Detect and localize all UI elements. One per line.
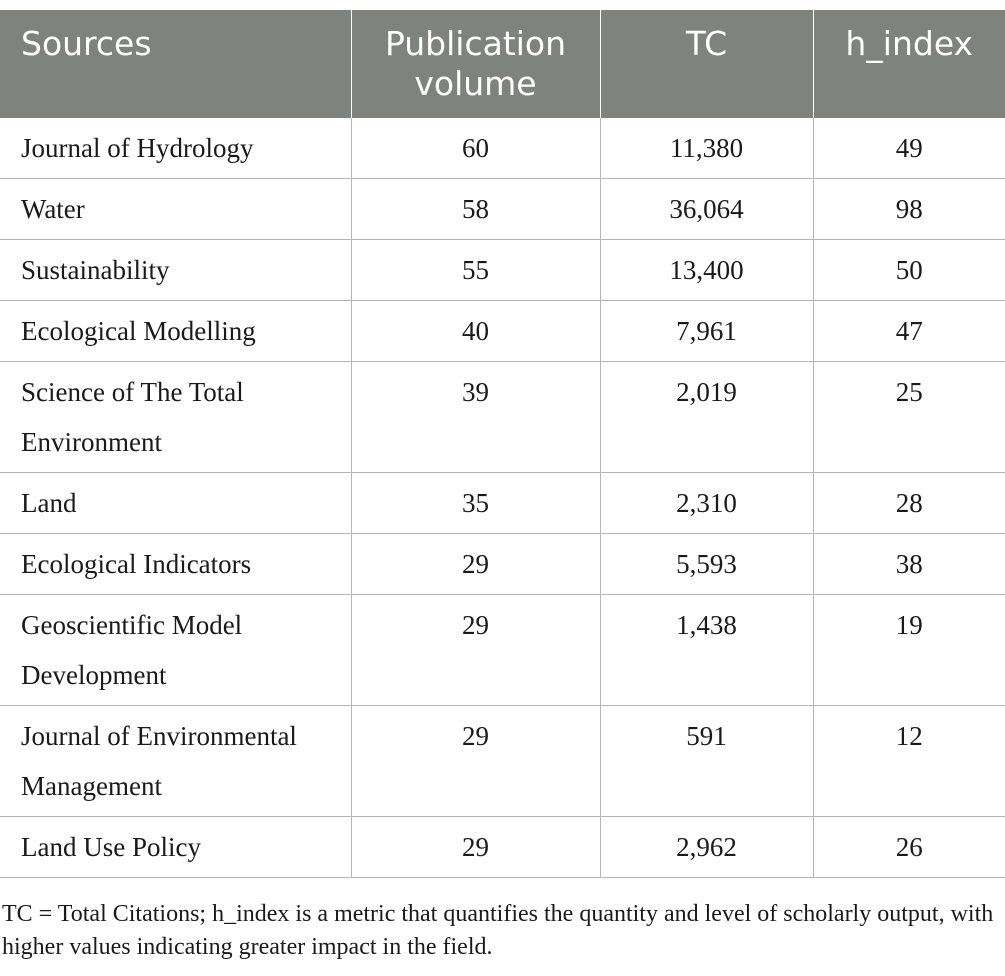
publication-volume-cell: 29 <box>351 817 600 878</box>
source-cell: Geoscientific Model Development <box>0 595 351 706</box>
header-row <box>0 10 1005 118</box>
publication-volume-cell: 29 <box>351 534 600 595</box>
source-cell: Land Use Policy <box>0 817 351 878</box>
header-sources: Sources <box>0 10 351 118</box>
publication-volume-cell: 29 <box>351 595 600 706</box>
table-row <box>0 118 1005 179</box>
h-index-cell: 28 <box>813 473 1005 534</box>
table-row <box>0 817 1005 878</box>
header-tc: TC <box>600 10 813 118</box>
table-row <box>0 301 1005 362</box>
tc-cell: 11,380 <box>600 118 813 179</box>
tc-cell: 2,019 <box>600 362 813 473</box>
table-row <box>0 595 1005 706</box>
tc-cell: 7,961 <box>600 301 813 362</box>
tc-cell: 5,593 <box>600 534 813 595</box>
publication-volume-cell: 55 <box>351 240 600 301</box>
h-index-cell: 38 <box>813 534 1005 595</box>
h-index-cell: 47 <box>813 301 1005 362</box>
header-h-index: h_index <box>813 10 1005 118</box>
source-cell: Water <box>0 179 351 240</box>
tc-cell: 2,310 <box>600 473 813 534</box>
tc-cell: 13,400 <box>600 240 813 301</box>
table-row <box>0 179 1005 240</box>
publication-volume-cell: 29 <box>351 706 600 817</box>
publication-volume-cell: 39 <box>351 362 600 473</box>
tc-cell: 2,962 <box>600 817 813 878</box>
sources-table <box>0 10 1005 878</box>
table-row <box>0 473 1005 534</box>
source-cell: Sustainability <box>0 240 351 301</box>
h-index-cell: 50 <box>813 240 1005 301</box>
tc-cell: 36,064 <box>600 179 813 240</box>
source-cell: Ecological Indicators <box>0 534 351 595</box>
h-index-cell: 98 <box>813 179 1005 240</box>
table-row <box>0 534 1005 595</box>
source-cell: Land <box>0 473 351 534</box>
source-cell: Science of The Total Environment <box>0 362 351 473</box>
h-index-cell: 25 <box>813 362 1005 473</box>
publication-volume-cell: 60 <box>351 118 600 179</box>
table-body <box>0 118 1005 878</box>
publication-volume-cell: 58 <box>351 179 600 240</box>
table-row <box>0 240 1005 301</box>
h-index-cell: 26 <box>813 817 1005 878</box>
tc-cell: 591 <box>600 706 813 817</box>
source-cell: Ecological Modelling <box>0 301 351 362</box>
publication-volume-cell: 35 <box>351 473 600 534</box>
tc-cell: 1,438 <box>600 595 813 706</box>
header-publication-volume: Publication volume <box>351 10 600 118</box>
source-cell: Journal of Environmental Management <box>0 706 351 817</box>
source-cell: Journal of Hydrology <box>0 118 351 179</box>
table-header <box>0 10 1005 118</box>
publication-volume-cell: 40 <box>351 301 600 362</box>
h-index-cell: 19 <box>813 595 1005 706</box>
table-row <box>0 706 1005 817</box>
h-index-cell: 12 <box>813 706 1005 817</box>
h-index-cell: 49 <box>813 118 1005 179</box>
table-footnote: TC = Total Citations; h_index is a metric that quantifies the quantity and level of scholarly output, with higher values indicating greater impact in the field. <box>2 901 994 960</box>
table-row <box>0 362 1005 473</box>
